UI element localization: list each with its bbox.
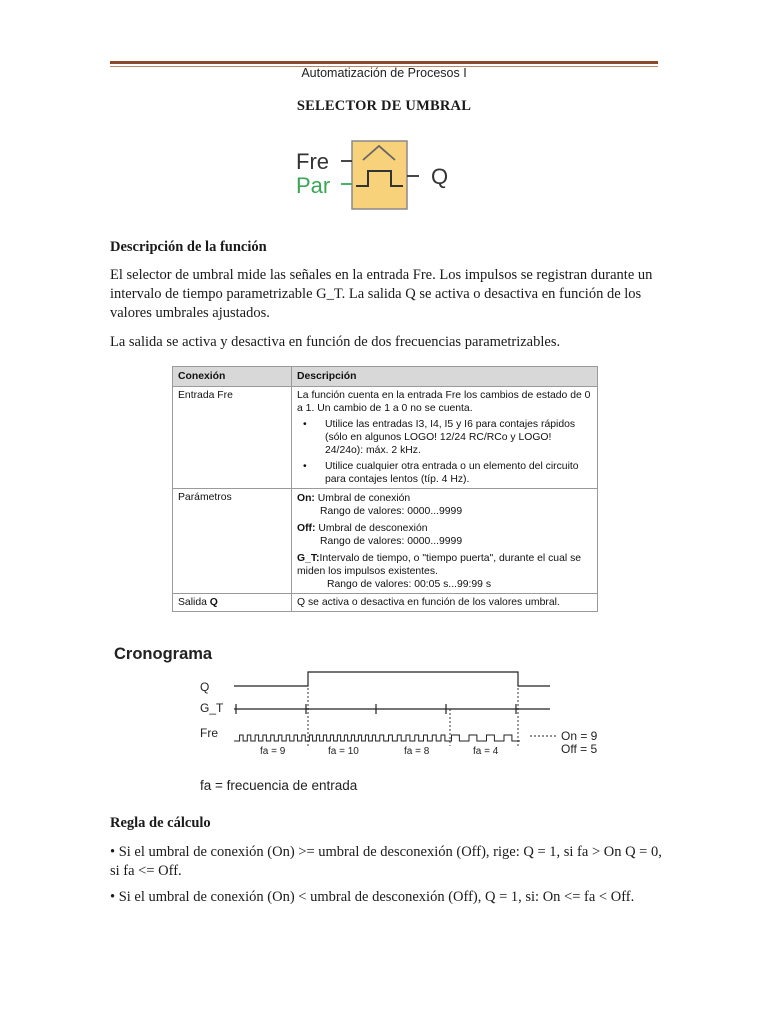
fre-bullet-1 bbox=[297, 418, 592, 457]
signal-label-gt: G_T bbox=[200, 701, 224, 715]
table-row-output bbox=[173, 594, 598, 612]
fre-bullet-2-text: Utilice cualquier otra entrada o un elemento del circuito para contajes lentos (típ. 4 Hz). bbox=[325, 461, 579, 485]
table-header-row bbox=[173, 367, 598, 387]
page-header: Automatización de Procesos I bbox=[301, 66, 467, 80]
page-title: SELECTOR DE UMBRAL bbox=[296, 98, 472, 114]
description-paragraph-1: El selector de umbral mide las señales en la entrada Fre. Los impulsos se registran durante un intervalo de tiempo parametrizable G_T. La salida Q se activa o desactiva en función de los valores umbrales ajustados. bbox=[110, 267, 653, 321]
input-par-label: Par bbox=[296, 173, 331, 198]
threshold-block-diagram bbox=[292, 140, 462, 215]
param-on bbox=[297, 492, 592, 505]
block-box bbox=[352, 141, 407, 209]
fre-bullet-1-text: Utilice las entradas I3, I4, I5 y I6 para contajes rápidos (sólo en algunos LOGO! 12/24 RC/RCo y LOGO! 24/24o): máx. 2 kHz. bbox=[325, 419, 576, 456]
fre-description-text: La función cuenta en la entrada Fre los cambios de estado de 0 a 1. Un cambio de 1 a 0 no se cuenta. bbox=[297, 390, 591, 414]
salida-label: Salida bbox=[178, 597, 210, 608]
header-rule-thick bbox=[110, 61, 658, 64]
param-off bbox=[297, 522, 592, 535]
bullet-icon: • bbox=[303, 419, 307, 430]
signal-label-fre: Fre bbox=[200, 726, 218, 740]
signal-label-q: Q bbox=[200, 680, 210, 694]
column-header-description: Descripción bbox=[292, 367, 598, 387]
cell-output-description: Q se activa o desactiva en función de los valores umbral. bbox=[292, 594, 598, 612]
chronogram-diagram bbox=[110, 638, 630, 798]
description-paragraph-2: La salida se activa y desactiva en función de dos frecuencias parametrizables. bbox=[110, 334, 561, 350]
fre-bullet-2 bbox=[297, 460, 592, 486]
param-gt-key: G_T: bbox=[297, 553, 320, 564]
cell-parametros: Parámetros bbox=[173, 489, 292, 594]
fre-signal-waveform bbox=[234, 735, 520, 741]
column-header-connection: Conexión bbox=[173, 367, 292, 387]
q-signal-waveform bbox=[234, 672, 550, 686]
param-on-range: Rango de valores: 0000...9999 bbox=[320, 506, 463, 517]
cell-entrada-fre: Entrada Fre bbox=[173, 387, 292, 489]
salida-q-bold: Q bbox=[209, 597, 218, 608]
bullet-icon: • bbox=[303, 461, 307, 472]
param-gt-range: Rango de valores: 00:05 s...99:99 s bbox=[327, 579, 492, 590]
interval-label-2: fa = 10 bbox=[328, 746, 359, 757]
output-q-label: Q bbox=[431, 164, 449, 189]
cell-fre-description bbox=[292, 387, 598, 489]
rule-2: • Si el umbral de conexión (On) < umbral de desconexión (Off), Q = 1, si: On <= fa < Off. bbox=[110, 889, 635, 905]
connections-table-wrapper bbox=[172, 366, 598, 612]
rule-heading: Regla de cálculo bbox=[110, 815, 211, 831]
chronogram-footnote: fa = frecuencia de entrada bbox=[200, 778, 358, 793]
param-off-desc: Umbral de desconexión bbox=[318, 523, 428, 534]
param-on-desc: Umbral de conexión bbox=[317, 493, 411, 504]
param-on-key: On: bbox=[297, 493, 315, 504]
on-threshold-label: On = 9 bbox=[561, 729, 598, 743]
rule-1: • Si el umbral de conexión (On) >= umbral de desconexión (Off), rige: Q = 1, si fa > On Q = 0, si fa <= Off. bbox=[110, 844, 662, 879]
off-threshold-label: Off = 5 bbox=[561, 742, 598, 756]
chronogram-title: Cronograma bbox=[114, 645, 213, 663]
interval-label-4: fa = 4 bbox=[473, 746, 499, 757]
description-heading: Descripción de la función bbox=[110, 239, 267, 255]
interval-label-3: fa = 8 bbox=[404, 746, 430, 757]
param-off-range: Rango de valores: 0000...9999 bbox=[320, 536, 463, 547]
param-gt bbox=[297, 552, 592, 578]
input-fre-label: Fre bbox=[296, 149, 329, 174]
cell-salida-q bbox=[173, 594, 292, 612]
param-gt-desc: Intervalo de tiempo, o "tiempo puerta", durante el cual se miden los impulsos existentes. bbox=[297, 553, 582, 577]
table-row-fre bbox=[173, 387, 598, 489]
cell-parameters-description bbox=[292, 489, 598, 594]
interval-label-1: fa = 9 bbox=[260, 746, 286, 757]
table-row-parameters bbox=[173, 489, 598, 594]
param-off-key: Off: bbox=[297, 523, 316, 534]
connections-table bbox=[172, 366, 598, 612]
